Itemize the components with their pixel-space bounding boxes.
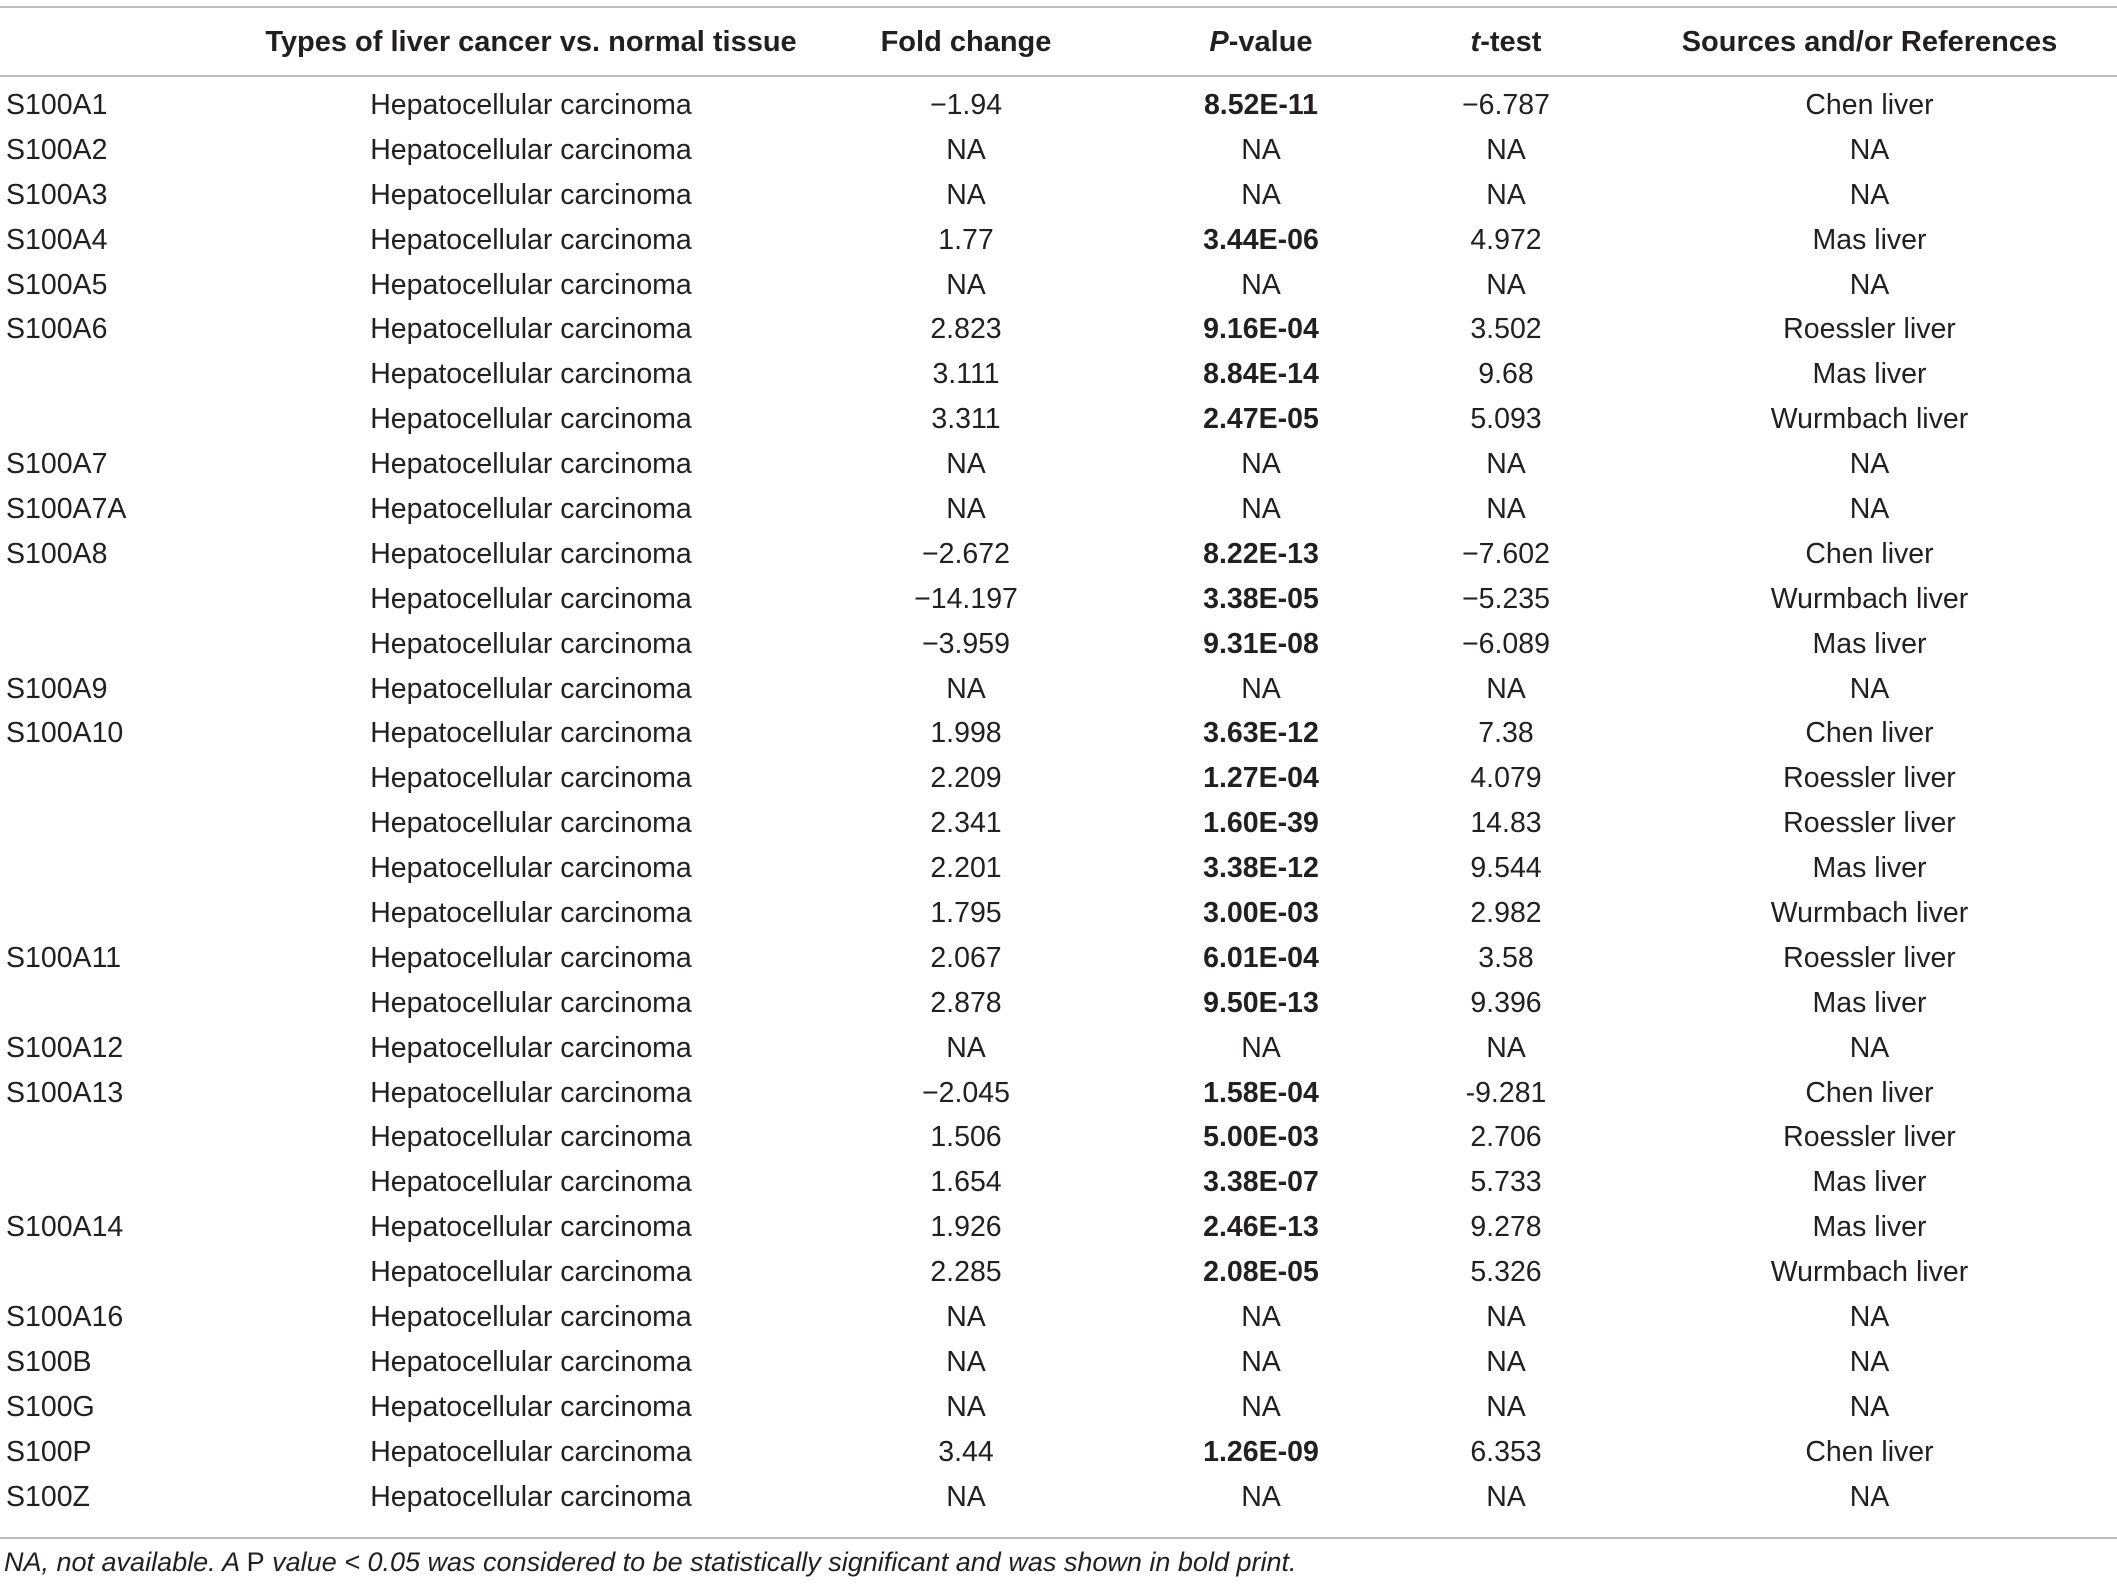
gene-cell	[0, 1160, 256, 1205]
table-row	[0, 846, 2117, 891]
pvalue-cell: 3.63E-12	[1203, 717, 1319, 750]
table-footnote	[4, 1547, 1296, 1578]
table-row	[0, 1026, 2117, 1071]
pvalue-cell: NA	[1241, 1031, 1281, 1064]
table-row	[0, 442, 2117, 487]
source-cell: Mas liver	[1812, 1211, 1927, 1244]
ttest-cell: 4.972	[1470, 223, 1542, 256]
table-row	[0, 577, 2117, 622]
source-cell: Roessler liver	[1783, 941, 1956, 974]
gene-cell: S100A5	[6, 268, 108, 301]
pvalue-cell: NA	[1241, 1345, 1281, 1378]
pvalue-cell: NA	[1241, 178, 1281, 211]
fold-change-cell: 3.44	[938, 1435, 994, 1468]
fold-change-cell: NA	[946, 1480, 986, 1513]
fold-change-cell: 1.795	[930, 896, 1002, 929]
source-cell: NA	[1849, 1390, 1890, 1423]
cancer-type-cell: Hepatocellular carcinoma	[370, 1076, 692, 1109]
pvalue-cell: NA	[1241, 268, 1281, 301]
cancer-type-cell: Hepatocellular carcinoma	[370, 1121, 692, 1154]
table-row	[0, 981, 2117, 1026]
gene-cell: S100Z	[6, 1480, 90, 1513]
gene-cell: S100P	[6, 1435, 92, 1468]
header-pvalue-rest: -value	[1228, 26, 1313, 58]
gene-cell: S100A6	[6, 313, 108, 346]
table-row	[0, 622, 2117, 667]
fold-change-cell: −14.197	[914, 582, 1018, 615]
fold-change-cell: 2.878	[930, 986, 1002, 1019]
ttest-cell: 9.396	[1470, 986, 1542, 1019]
cancer-type-cell: Hepatocellular carcinoma	[370, 986, 692, 1019]
gene-cell	[0, 577, 256, 622]
fold-change-cell: −3.959	[922, 627, 1010, 660]
ttest-cell: NA	[1486, 178, 1526, 211]
source-cell: Wurmbach liver	[1770, 582, 1969, 615]
gene-cell: S100B	[6, 1345, 92, 1378]
header-pvalue	[1126, 8, 1396, 77]
pvalue-cell: 3.38E-07	[1203, 1166, 1319, 1199]
cancer-type-cell: Hepatocellular carcinoma	[370, 1300, 692, 1333]
ttest-cell: 4.079	[1470, 762, 1542, 795]
gene-cell	[0, 1115, 256, 1160]
source-cell: Wurmbach liver	[1770, 403, 1969, 436]
fold-change-cell: 1.926	[930, 1211, 1002, 1244]
header-ttest-rest: -test	[1480, 26, 1542, 58]
fold-change-cell: 3.111	[932, 358, 1000, 391]
pvalue-cell: 8.84E-14	[1203, 358, 1319, 391]
cancer-type-cell: Hepatocellular carcinoma	[370, 403, 692, 436]
cancer-type-cell: Hepatocellular carcinoma	[370, 852, 692, 885]
table-row	[0, 77, 2117, 128]
cancer-type-cell: Hepatocellular carcinoma	[370, 807, 692, 840]
source-cell: NA	[1849, 133, 1890, 166]
source-cell: Wurmbach liver	[1770, 896, 1969, 929]
gene-cell: S100A10	[6, 717, 124, 750]
fold-change-cell: NA	[946, 133, 986, 166]
gene-cell	[0, 756, 256, 801]
table-row	[0, 128, 2117, 173]
fold-change-cell: 2.201	[930, 852, 1002, 885]
source-cell: NA	[1849, 448, 1890, 481]
ttest-cell: 5.326	[1470, 1256, 1542, 1289]
gene-cell: S100A7	[6, 448, 108, 481]
header-cancer-type: Types of liver cancer vs. normal tissue	[265, 26, 797, 58]
pvalue-cell: NA	[1241, 1390, 1281, 1423]
header-pvalue-italic: P	[1209, 26, 1229, 58]
source-cell: NA	[1849, 1300, 1890, 1333]
fold-change-cell: 1.998	[930, 717, 1002, 750]
ttest-cell: NA	[1486, 1480, 1526, 1513]
gene-cell: S100A3	[6, 178, 108, 211]
cancer-type-cell: Hepatocellular carcinoma	[370, 1345, 692, 1378]
gene-cell	[0, 352, 256, 397]
ttest-cell: NA	[1486, 1300, 1526, 1333]
footnote-text-start: NA, not available. A	[4, 1547, 247, 1577]
header-gene	[0, 8, 256, 77]
table-row	[0, 756, 2117, 801]
source-cell: NA	[1849, 1480, 1890, 1513]
cancer-type-cell: Hepatocellular carcinoma	[370, 762, 692, 795]
source-cell: Roessler liver	[1783, 1121, 1956, 1154]
pvalue-cell: 3.00E-03	[1203, 896, 1319, 929]
ttest-cell: NA	[1486, 1390, 1526, 1423]
cancer-type-cell: Hepatocellular carcinoma	[370, 1480, 692, 1513]
fold-change-cell: 3.311	[931, 403, 1001, 436]
pvalue-cell: NA	[1241, 492, 1281, 525]
cancer-type-cell: Hepatocellular carcinoma	[370, 1256, 692, 1289]
pvalue-cell: 1.26E-09	[1203, 1435, 1319, 1468]
table-row	[0, 936, 2117, 981]
source-cell: NA	[1849, 1345, 1890, 1378]
gene-cell: S100A2	[6, 133, 108, 166]
table-row	[0, 801, 2117, 846]
cancer-type-cell: Hepatocellular carcinoma	[370, 1211, 692, 1244]
cancer-type-cell: Hepatocellular carcinoma	[370, 672, 692, 705]
pvalue-cell: 3.38E-12	[1203, 852, 1319, 885]
header-row	[0, 8, 2117, 77]
header-sources: Sources and/or References	[1681, 26, 2058, 58]
gene-cell	[0, 891, 256, 936]
table-row	[0, 263, 2117, 308]
fold-change-cell: 2.067	[930, 941, 1002, 974]
table-row	[0, 1160, 2117, 1205]
table-body	[0, 77, 2117, 1520]
table-row	[0, 1340, 2117, 1385]
table-row	[0, 891, 2117, 936]
ttest-cell: NA	[1486, 492, 1526, 525]
source-cell: NA	[1849, 1031, 1890, 1064]
fold-change-cell: −2.045	[922, 1076, 1010, 1109]
ttest-cell: 9.278	[1470, 1211, 1542, 1244]
source-cell: Mas liver	[1812, 223, 1927, 256]
header-fold-change: Fold change	[880, 26, 1052, 58]
ttest-cell: 9.544	[1470, 852, 1542, 885]
gene-cell: S100A14	[6, 1211, 124, 1244]
fold-change-cell: 2.285	[930, 1256, 1002, 1289]
gene-cell: S100A8	[6, 537, 108, 570]
pvalue-cell: NA	[1241, 672, 1281, 705]
source-cell: NA	[1849, 268, 1890, 301]
table-row	[0, 1295, 2117, 1340]
table-row	[0, 1205, 2117, 1250]
pvalue-cell: 2.47E-05	[1203, 403, 1319, 436]
source-cell: Chen liver	[1805, 88, 1934, 121]
table-bottom-rule	[0, 1537, 2117, 1539]
cancer-type-cell: Hepatocellular carcinoma	[370, 133, 692, 166]
table-row	[0, 352, 2117, 397]
table-row	[0, 1430, 2117, 1475]
source-cell: NA	[1849, 672, 1890, 705]
table-row	[0, 487, 2117, 532]
pvalue-cell: 6.01E-04	[1203, 941, 1319, 974]
gene-cell	[0, 846, 256, 891]
pvalue-cell: NA	[1241, 1480, 1281, 1513]
source-cell: Roessler liver	[1783, 313, 1956, 346]
cancer-type-cell: Hepatocellular carcinoma	[370, 88, 692, 121]
gene-cell: S100A9	[6, 672, 108, 705]
pvalue-cell: 1.58E-04	[1203, 1076, 1319, 1109]
ttest-cell: 9.68	[1478, 358, 1534, 391]
source-cell: Mas liver	[1812, 358, 1927, 391]
fold-change-cell: NA	[946, 1345, 986, 1378]
fold-change-cell: NA	[946, 178, 986, 211]
ttest-cell: 3.502	[1470, 313, 1542, 346]
gene-cell: S100A16	[6, 1300, 124, 1333]
source-cell: NA	[1849, 178, 1890, 211]
table-row	[0, 397, 2117, 442]
cancer-type-cell: Hepatocellular carcinoma	[370, 448, 692, 481]
fold-change-cell: 1.654	[930, 1166, 1002, 1199]
source-cell: Wurmbach liver	[1770, 1256, 1969, 1289]
pvalue-cell: 9.31E-08	[1203, 627, 1319, 660]
pvalue-cell: 9.50E-13	[1203, 986, 1319, 1019]
ttest-cell: -9.281	[1465, 1076, 1547, 1109]
table-row	[0, 711, 2117, 756]
gene-cell: S100A1	[6, 88, 108, 121]
pvalue-cell: 9.16E-04	[1203, 313, 1319, 346]
footnote-text-end: value < 0.05 was considered to be statistically significant and was shown in bold print.	[264, 1547, 1297, 1577]
pvalue-cell: NA	[1241, 133, 1281, 166]
fold-change-cell: NA	[946, 1031, 986, 1064]
source-cell: Mas liver	[1812, 852, 1927, 885]
ttest-cell: NA	[1486, 268, 1526, 301]
source-cell: Chen liver	[1805, 1076, 1934, 1109]
header-ttest	[1396, 8, 1616, 77]
cancer-type-cell: Hepatocellular carcinoma	[370, 1031, 692, 1064]
pvalue-cell: NA	[1241, 1300, 1281, 1333]
table-row	[0, 173, 2117, 218]
ttest-cell: 7.38	[1478, 717, 1534, 750]
pvalue-cell: 3.44E-06	[1203, 223, 1319, 256]
table-row	[0, 532, 2117, 577]
pvalue-cell: 1.60E-39	[1203, 807, 1319, 840]
ttest-cell: −5.235	[1462, 582, 1550, 615]
fold-change-cell: 1.506	[930, 1121, 1002, 1154]
ttest-cell: 3.58	[1478, 941, 1534, 974]
cancer-type-cell: Hepatocellular carcinoma	[370, 896, 692, 929]
footnote-p-letter: P	[246, 1547, 265, 1577]
ttest-cell: NA	[1486, 448, 1526, 481]
source-cell: Roessler liver	[1783, 762, 1956, 795]
cancer-type-cell: Hepatocellular carcinoma	[370, 358, 692, 391]
table-row	[0, 667, 2117, 712]
ttest-cell: 2.982	[1470, 896, 1542, 929]
gene-cell: S100A12	[6, 1031, 124, 1064]
table-row	[0, 1071, 2117, 1116]
table-row	[0, 1115, 2117, 1160]
table-row	[0, 1385, 2117, 1430]
gene-cell	[0, 397, 256, 442]
ttest-cell: 5.733	[1470, 1166, 1542, 1199]
fold-change-cell: NA	[946, 1390, 986, 1423]
gene-cell: S100G	[6, 1390, 95, 1423]
fold-change-cell: 2.209	[930, 762, 1002, 795]
cancer-type-cell: Hepatocellular carcinoma	[370, 1390, 692, 1423]
ttest-cell: 6.353	[1470, 1435, 1542, 1468]
pvalue-cell: 2.08E-05	[1203, 1256, 1319, 1289]
cancer-type-cell: Hepatocellular carcinoma	[370, 1435, 692, 1468]
source-cell: Mas liver	[1812, 986, 1927, 1019]
fold-change-cell: NA	[946, 268, 986, 301]
ttest-cell: −7.602	[1462, 537, 1550, 570]
table-header	[0, 8, 2117, 77]
fold-change-cell: −1.94	[929, 88, 1003, 121]
table-row	[0, 218, 2117, 263]
table-row	[0, 1475, 2117, 1520]
cancer-type-cell: Hepatocellular carcinoma	[370, 582, 692, 615]
pvalue-cell: 1.27E-04	[1203, 762, 1319, 795]
pvalue-cell: 3.38E-05	[1203, 582, 1319, 615]
gene-cell	[0, 1250, 256, 1295]
pvalue-cell: 2.46E-13	[1203, 1211, 1319, 1244]
source-cell: Mas liver	[1812, 1166, 1927, 1199]
fold-change-cell: 2.823	[930, 313, 1002, 346]
source-cell: Roessler liver	[1783, 807, 1956, 840]
source-cell: NA	[1849, 492, 1890, 525]
ttest-cell: −6.089	[1462, 627, 1550, 660]
source-cell: Chen liver	[1805, 717, 1934, 750]
pvalue-cell: 5.00E-03	[1203, 1121, 1319, 1154]
ttest-cell: NA	[1486, 1031, 1526, 1064]
gene-cell: S100A13	[6, 1076, 124, 1109]
fold-change-cell: NA	[946, 672, 986, 705]
source-cell: Mas liver	[1812, 627, 1927, 660]
source-cell: Chen liver	[1805, 537, 1934, 570]
fold-change-cell: NA	[946, 1300, 986, 1333]
cancer-type-cell: Hepatocellular carcinoma	[370, 313, 692, 346]
ttest-cell: NA	[1486, 1345, 1526, 1378]
pvalue-cell: 8.52E-11	[1203, 88, 1319, 121]
pvalue-cell: 8.22E-13	[1203, 537, 1319, 570]
ttest-cell: NA	[1486, 672, 1526, 705]
fold-change-cell: −2.672	[922, 537, 1010, 570]
ttest-cell: −6.787	[1462, 88, 1550, 121]
header-ttest-italic: t	[1470, 26, 1481, 58]
pvalue-cell: NA	[1241, 448, 1281, 481]
table-row	[0, 307, 2117, 352]
ttest-cell: 14.83	[1470, 807, 1542, 840]
cancer-type-cell: Hepatocellular carcinoma	[370, 268, 692, 301]
cancer-type-cell: Hepatocellular carcinoma	[370, 223, 692, 256]
gene-cell: S100A4	[6, 223, 108, 256]
gene-cell	[0, 801, 256, 846]
cancer-type-cell: Hepatocellular carcinoma	[370, 1166, 692, 1199]
fold-change-cell: 2.341	[930, 807, 1002, 840]
ttest-cell: 2.706	[1470, 1121, 1542, 1154]
source-cell: Chen liver	[1805, 1435, 1934, 1468]
liver-cancer-expression-table	[0, 8, 2117, 1520]
cancer-type-cell: Hepatocellular carcinoma	[370, 941, 692, 974]
gene-cell	[0, 981, 256, 1026]
gene-cell	[0, 622, 256, 667]
fold-change-cell: NA	[946, 448, 986, 481]
fold-change-cell: NA	[946, 492, 986, 525]
gene-cell: S100A7A	[6, 492, 127, 525]
cancer-type-cell: Hepatocellular carcinoma	[370, 627, 692, 660]
ttest-cell: NA	[1486, 133, 1526, 166]
cancer-type-cell: Hepatocellular carcinoma	[370, 717, 692, 750]
fold-change-cell: 1.77	[938, 223, 994, 256]
ttest-cell: 5.093	[1470, 403, 1542, 436]
table-row	[0, 1250, 2117, 1295]
gene-cell: S100A11	[6, 941, 122, 974]
cancer-type-cell: Hepatocellular carcinoma	[370, 492, 692, 525]
cancer-type-cell: Hepatocellular carcinoma	[370, 178, 692, 211]
cancer-type-cell: Hepatocellular carcinoma	[370, 537, 692, 570]
